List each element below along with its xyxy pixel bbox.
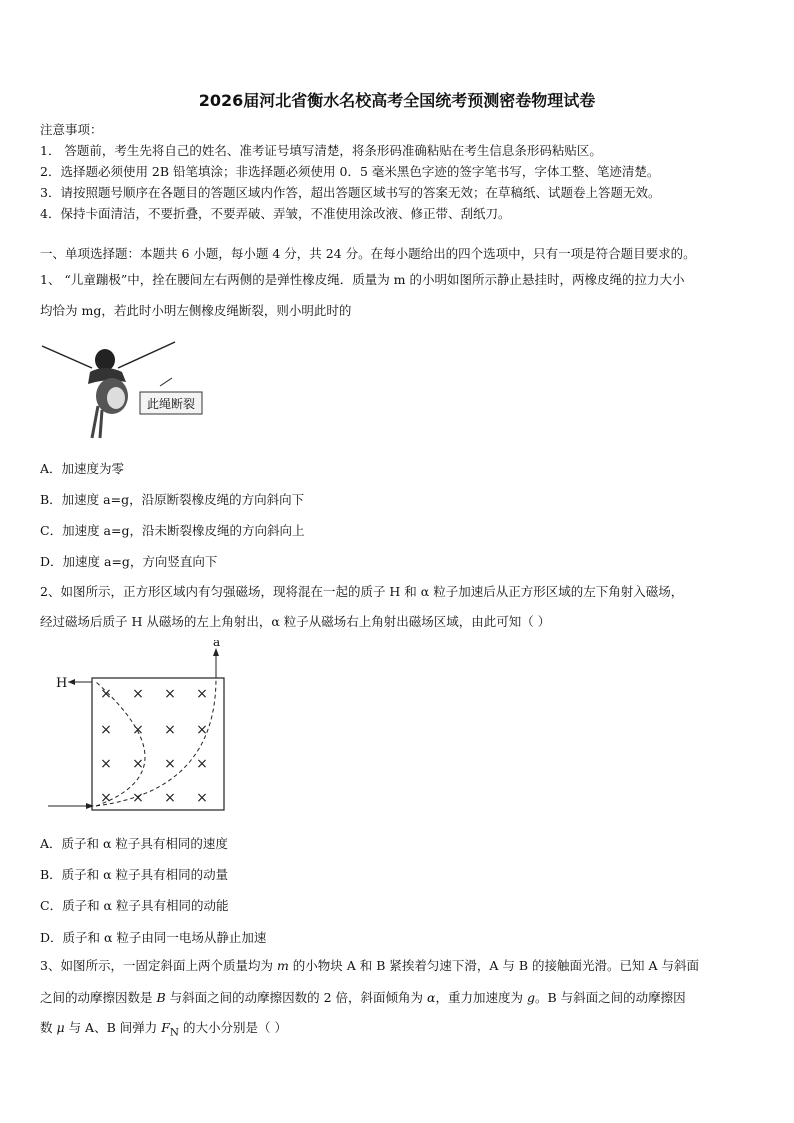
cross: × bbox=[164, 756, 176, 772]
q3-var-f: F bbox=[161, 1020, 170, 1035]
q2-stem-line1: 2、如图所示，正方形区域内有匀强磁场，现将混在一起的质子 H 和 α 粒子加速后从正方形区域的左下角射入磁场， bbox=[40, 584, 684, 599]
figure-label: 此绳断裂 bbox=[146, 397, 196, 411]
q3-var-g: g bbox=[526, 990, 535, 1005]
q3-text: 数 bbox=[40, 1020, 57, 1035]
q1-option-b: B．加速度 a=g，沿原断裂橡皮绳的方向斜向下 bbox=[40, 492, 305, 507]
notice-heading: 注意事项： bbox=[40, 122, 103, 137]
notice-item-2: 2．选择题必须使用 2B 铅笔填涂；非选择题必须使用 0．5 毫米黑色字迹的签字笔书写，字体工整、笔迹清楚。 bbox=[40, 164, 660, 179]
cross: × bbox=[196, 686, 208, 702]
right-rope bbox=[118, 342, 175, 368]
cross: × bbox=[132, 722, 144, 738]
q3-var-mu: μ bbox=[56, 1020, 65, 1035]
cross: × bbox=[164, 790, 176, 806]
q1-figure bbox=[40, 338, 210, 443]
q1-stem-line1: 1、 “儿童蹦极”中，拴在腰间左右两侧的是弹性橡皮绳．质量为 m 的小明如图所示静止悬挂时，两橡皮绳的拉力大小 bbox=[40, 272, 685, 287]
q2-stem-line2: 经过磁场后质子 H 从磁场的左上角射出，α 粒子从磁场右上角射出磁场区域，由此可知（ ） bbox=[40, 614, 551, 629]
h-arrow-head bbox=[68, 679, 75, 685]
cross: × bbox=[100, 722, 112, 738]
a-arrow-head bbox=[213, 648, 219, 656]
cross: × bbox=[132, 686, 144, 702]
q3-var-alpha: α bbox=[427, 990, 436, 1005]
q1-stem-line2: 均恰为 mg，若此时小明左侧橡皮绳断裂，则小明此时的 bbox=[40, 303, 352, 318]
q3-text: ，重力加速度为 bbox=[435, 990, 527, 1005]
q2-option-b: B．质子和 α 粒子具有相同的动量 bbox=[40, 867, 229, 882]
q3-stem-line3 bbox=[40, 1020, 287, 1041]
q3-var-n: N bbox=[169, 1026, 180, 1039]
q3-var-b: B bbox=[156, 990, 166, 1005]
q3-text: 3、如图所示，一固定斜面上两个质量均为 bbox=[40, 958, 277, 973]
label-pointer bbox=[160, 378, 172, 386]
q2-option-a: A．质子和 α 粒子具有相同的速度 bbox=[40, 836, 228, 851]
left-rope bbox=[42, 346, 92, 368]
child-head bbox=[95, 349, 115, 371]
a-label: a bbox=[213, 640, 221, 649]
q3-text: 与斜面之间的动摩擦因数的 2 倍，斜面倾角为 bbox=[165, 990, 428, 1005]
section1-heading: 一、单项选择题：本题共 6 小题，每小题 4 分，共 24 分。在每小题给出的四个选项中，只有一项是符合题目要求的。 bbox=[40, 246, 696, 261]
notice-item-1: 1． 答题前，考生先将自己的姓名、准考证号填写清楚，将条形码准确粘贴在考生信息条形码粘贴区。 bbox=[40, 143, 602, 158]
q2-option-d: D．质子和 α 粒子由同一电场从静止加速 bbox=[40, 930, 267, 945]
q3-text: 的小物块 A 和 B 紧挨着匀速下滑，A 与 B 的接触面光滑。已知 A 与斜面 bbox=[288, 958, 699, 973]
field-crosses bbox=[100, 686, 208, 806]
cross: × bbox=[132, 756, 144, 772]
page-title: 2026届河北省衡水名校高考全国统考预测密卷物理试卷 bbox=[198, 91, 596, 110]
h-label: H bbox=[56, 676, 68, 691]
cross: × bbox=[196, 722, 208, 738]
notice-item-4: 4．保持卡面清洁，不要折叠，不要弄破、弄皱，不准使用涂改液、修正带、刮纸刀。 bbox=[40, 206, 511, 221]
q2-option-c: C．质子和 α 粒子具有相同的动能 bbox=[40, 898, 229, 913]
cross: × bbox=[100, 756, 112, 772]
cross: × bbox=[196, 790, 208, 806]
cross: × bbox=[196, 756, 208, 772]
cross: × bbox=[132, 790, 144, 806]
entry-arrow-head bbox=[86, 803, 94, 809]
q3-text: 的大小分别是（ ） bbox=[179, 1020, 287, 1035]
q1-option-a: A．加速度为零 bbox=[40, 461, 125, 476]
q3-stem-line2 bbox=[40, 990, 686, 1006]
cross: × bbox=[100, 790, 112, 806]
q1-option-c: C．加速度 a=g，沿未断裂橡皮绳的方向斜向上 bbox=[40, 523, 305, 538]
q3-text: 之间的动摩擦因数是 bbox=[40, 990, 157, 1005]
q2-figure bbox=[44, 640, 234, 820]
child-legs bbox=[92, 406, 102, 438]
cross: × bbox=[100, 686, 112, 702]
q1-option-d: D．加速度 a=g，方向竖直向下 bbox=[40, 554, 218, 569]
q3-text: 与 A、B 间弹力 bbox=[64, 1020, 162, 1035]
child-shirt bbox=[107, 387, 125, 409]
cross: × bbox=[164, 722, 176, 738]
cross: × bbox=[164, 686, 176, 702]
q3-var-m: m bbox=[276, 958, 289, 973]
q3-text: 。B 与斜面之间的动摩擦因 bbox=[534, 990, 686, 1005]
notice-item-3: 3．请按照题号顺序在各题目的答题区域内作答，超出答题区域书写的答案无效；在草稿纸、试题卷上答题无效。 bbox=[40, 185, 661, 200]
q3-stem-line1 bbox=[40, 958, 699, 974]
